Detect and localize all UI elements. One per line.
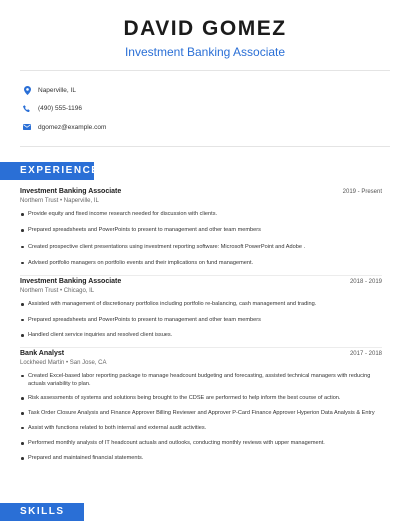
job-bullet: Created prospective client presentations using investment reporting software: Microsoft PowerPoint and Adobe .	[20, 243, 382, 251]
job-organization: Northern Trust • Chicago, IL	[20, 288, 95, 295]
job-title: Bank Analyst	[20, 349, 65, 357]
job-entry	[20, 278, 382, 339]
job-organization: Northern Trust • Naperville, IL	[20, 198, 99, 204]
resume-header	[0, 0, 410, 59]
job-dates: 2019 - Present	[342, 189, 382, 195]
contact-location	[22, 81, 410, 99]
job-bullet: Provide equity and fixed income research needed for discussion with clients.	[20, 210, 382, 218]
contact-email-text: dgomez@example.com	[38, 123, 107, 131]
contact-phone	[22, 100, 410, 118]
job-bullet: Assisted with management of discretionary portfolios including portfolio re-balancing, cash management and trading.	[20, 300, 382, 308]
divider	[20, 347, 382, 348]
job-bullet: Assist with functions related to both internal and external audit activities.	[20, 424, 382, 432]
job-bullet: Prepared and maintained financial statements.	[20, 454, 382, 462]
contact-location-text: Naperville, IL	[38, 86, 76, 94]
job-bullet: Risk assessments of systems and solutions being brought to the CDSE are performed to help inform the best course of action.	[20, 394, 382, 402]
job-bullet: Handled client service inquiries and resolved client issues.	[20, 331, 382, 339]
job-organization: Lockheed Martin • San Jose, CA	[20, 359, 107, 366]
contact-phone-text: (490) 555-1196	[38, 105, 82, 112]
job-title: Investment Banking Associate	[20, 188, 122, 195]
job-bullet: Prepared spreadsheets and PowerPoints to present to management and other team members	[20, 226, 382, 234]
job-bullet: Performed monthly analysis of IT headcount actuals and outlooks, conducting monthly reviews with upper management.	[20, 439, 382, 447]
phone-icon	[22, 104, 32, 114]
skills-heading: SKILLS	[0, 503, 84, 521]
divider	[20, 146, 390, 147]
contact-email	[22, 118, 410, 136]
location-pin-icon	[22, 85, 32, 95]
experience-heading: EXPERIENCE	[0, 162, 94, 180]
job-bullet: Created Excel-based labor reporting package to manage headcount budgeting and forecasting, assisted technical managers with reducing actuals variability to plan.	[20, 372, 382, 388]
email-icon	[22, 122, 32, 132]
job-bullet: Prepared spreadsheets and PowerPoints to present to management and other team members	[20, 316, 382, 324]
divider	[20, 275, 382, 276]
job-bullet: Advised portfolio managers on portfolio events and their implications on fund management.	[20, 259, 382, 267]
job-dates: 2018 - 2019	[349, 279, 382, 286]
job-entry	[20, 188, 382, 267]
candidate-title: Investment Banking Associate	[124, 45, 286, 59]
candidate-name: DAVID GOMEZ	[123, 17, 287, 40]
job-bullet: Task Order Closure Analysis and Finance Approver Billing Reviewer and Approver P-Card Finance Approver Hyperion Data Analysis & Entry	[20, 409, 382, 417]
experience-list	[20, 188, 382, 469]
job-dates: 2017 - 2018	[349, 350, 382, 357]
job-entry	[20, 350, 382, 463]
contact-list	[0, 71, 410, 146]
job-title: Investment Banking Associate	[20, 278, 122, 286]
